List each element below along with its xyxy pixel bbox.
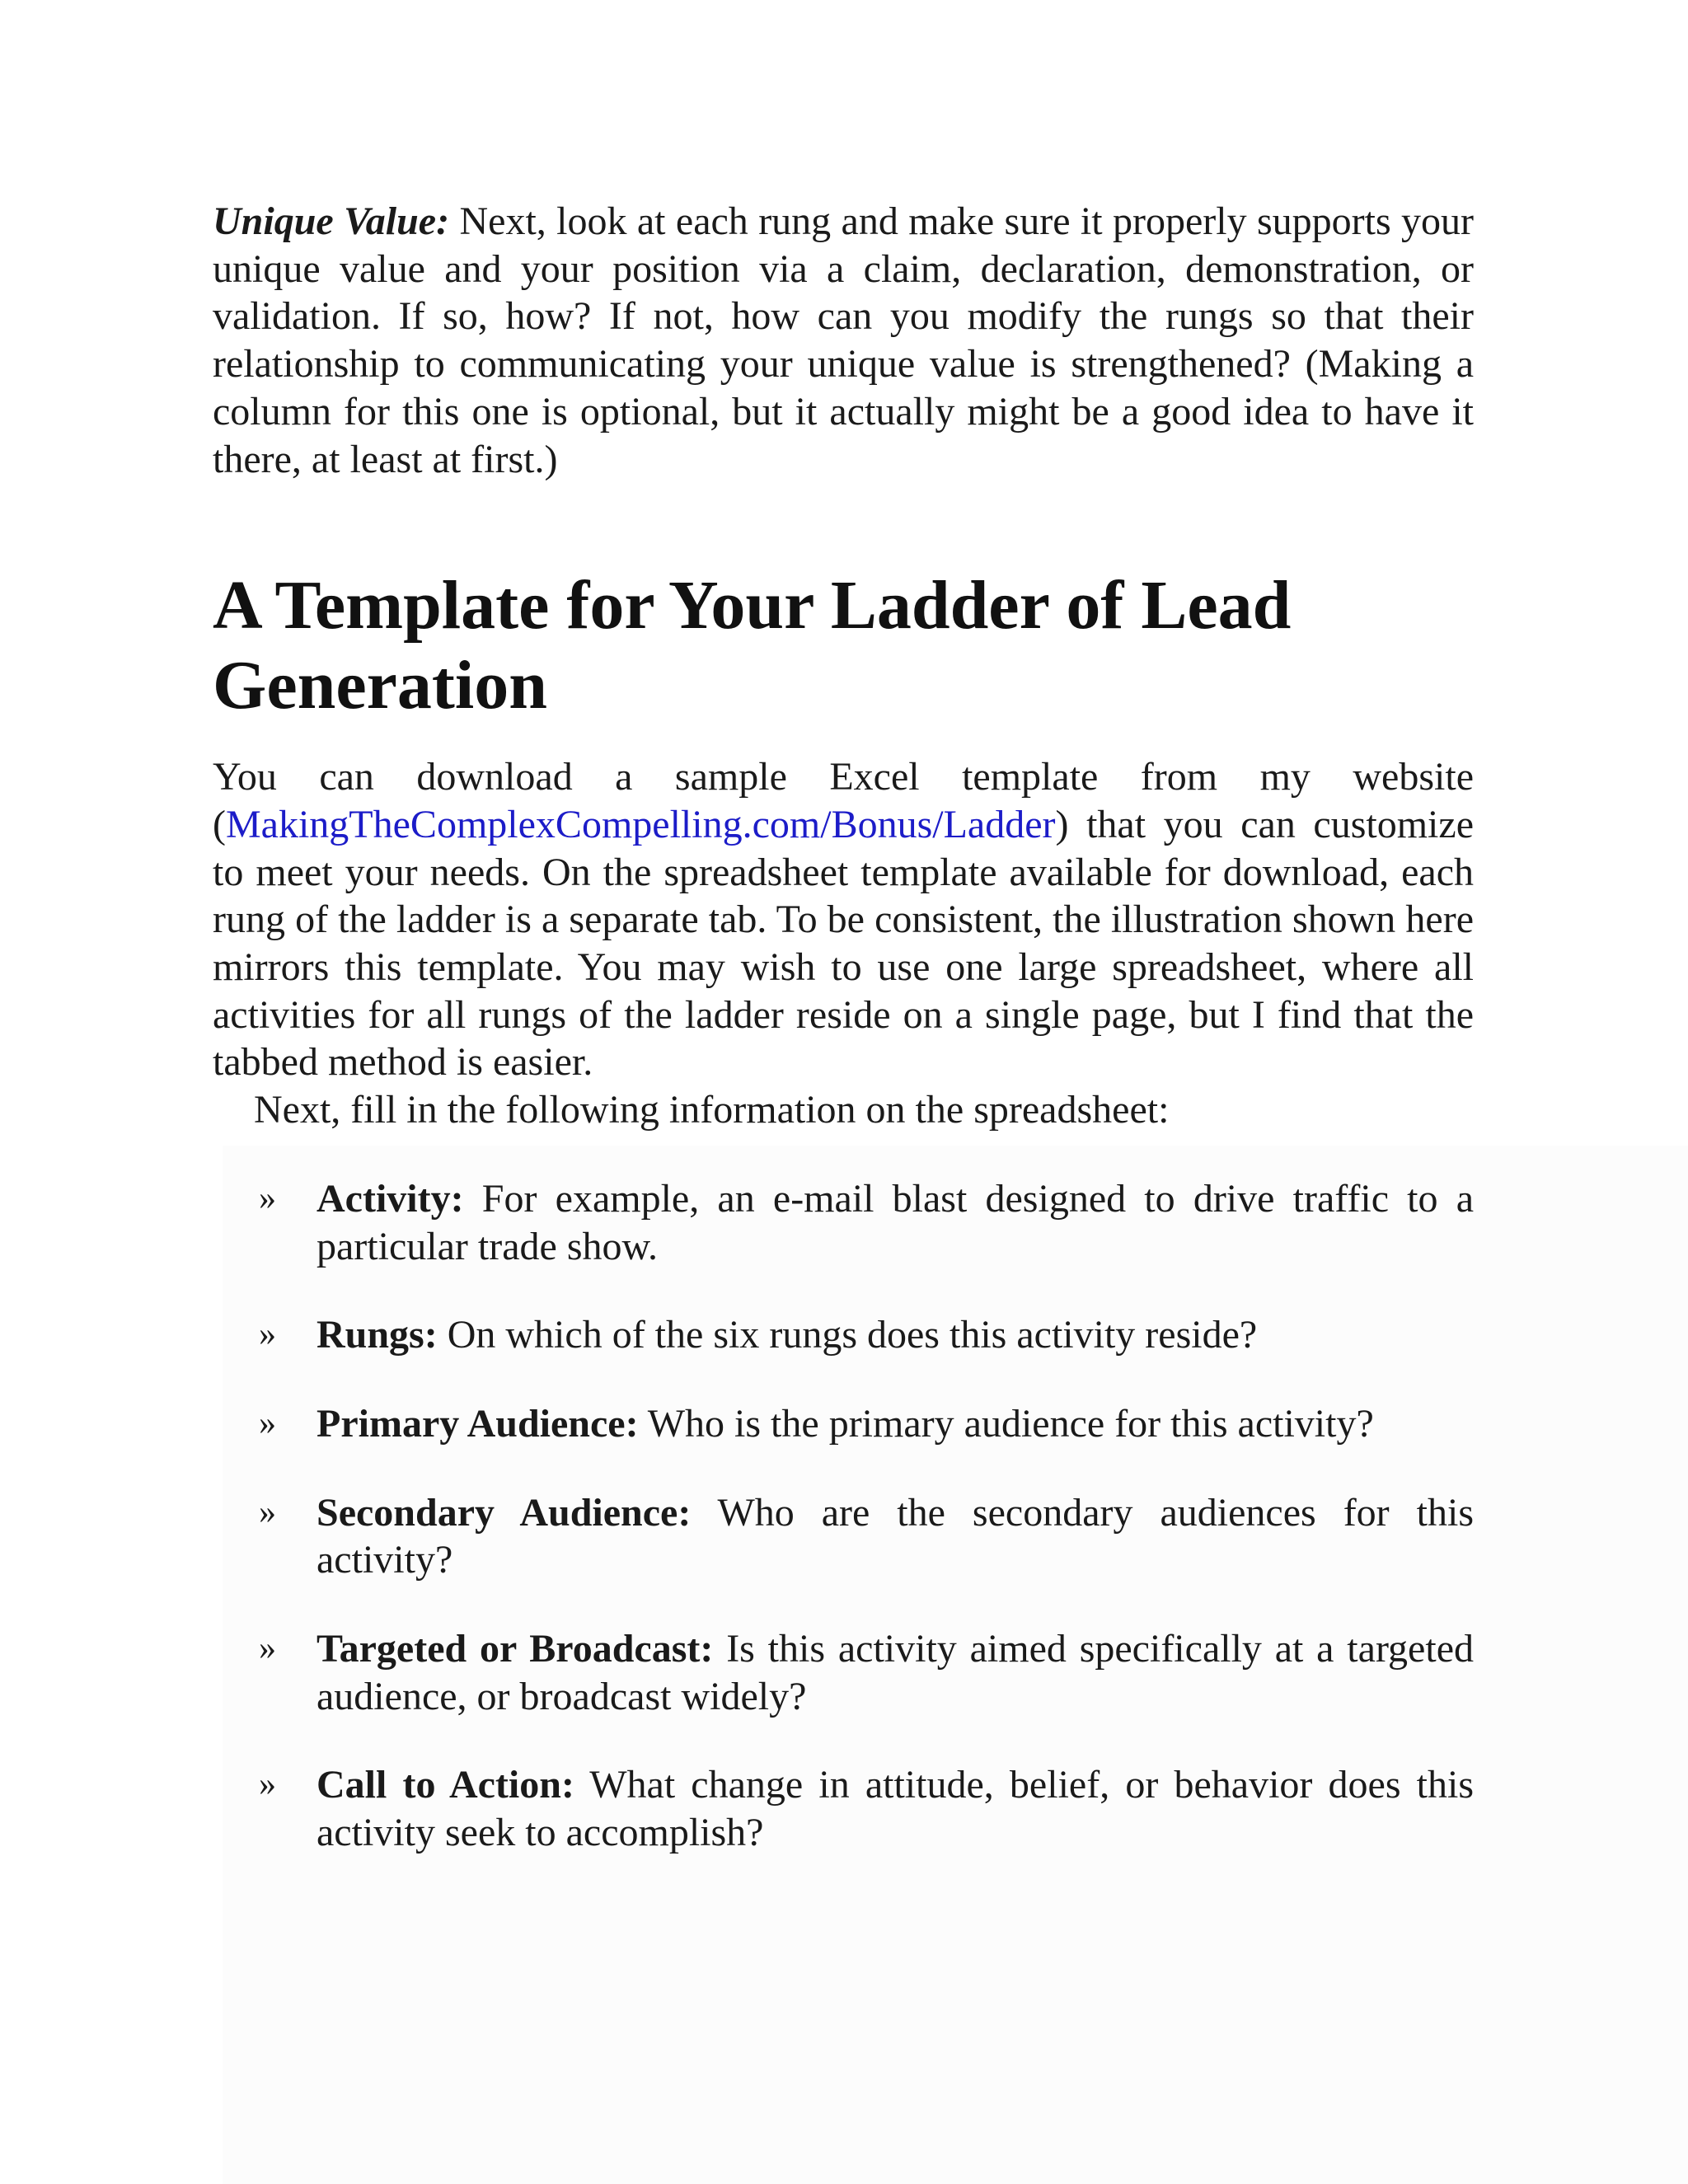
- list-item-text: Is this activity aimed specifically at a targeted audience, or broadcast widely?: [316, 1627, 1474, 1718]
- list-item-text: What change in attitude, belief, or behavior does this activity seek to accomplish?: [316, 1763, 1475, 1855]
- unique-value-text: Next, look at each rung and make sure it properly supports your unique value and your position via a claim, declaration, demonstration, or validation. If so, how? If not, how can you modify the rungs so that their relationship to communicating your unique value is strengthened? (Making a column for this one is optional, but it actually might be a good idea to have it there, at least at first.): [213, 199, 1474, 481]
- list-item-term: Primary Audience:: [316, 1401, 639, 1446]
- list-item-term: Activity:: [316, 1176, 464, 1221]
- page-content: [213, 198, 1474, 1898]
- template-text-before-link: You can download a sample Excel template from my website (: [213, 755, 1474, 846]
- list-item-secondary-audience: [213, 1489, 1474, 1584]
- list-item-term: Rungs:: [316, 1313, 438, 1357]
- section-heading-line-2: Generation: [213, 647, 547, 724]
- bullet-marker-icon: »: [259, 1315, 276, 1354]
- bullet-marker-icon: »: [259, 1179, 276, 1217]
- unique-value-paragraph: [213, 198, 1474, 483]
- list-item-term: Secondary Audience:: [316, 1490, 692, 1535]
- list-item-activity: [213, 1175, 1474, 1270]
- list-item-term: Targeted or Broadcast:: [316, 1627, 714, 1671]
- unique-value-term: Unique Value:: [213, 199, 450, 243]
- bullet-marker-icon: »: [259, 1765, 276, 1804]
- template-text-after-link: ) that you can customize to meet your needs. On the spreadsheet template available for download, each rung of the ladder is a separate tab. To be consistent, the illustration shown here mirrors this template. You may wish to use one large spreadsheet, where all activities for all rungs of the ladder reside on a single page, but I find that the tabbed method is easier.: [213, 802, 1474, 1085]
- bullet-marker-icon: »: [259, 1493, 276, 1531]
- list-item-text: For example, an e-mail blast designed to drive traffic to a particular trade show.: [316, 1176, 1474, 1268]
- bullet-marker-icon: »: [259, 1629, 276, 1668]
- list-item-term: Call to Action:: [316, 1763, 574, 1807]
- list-item-text: Who is the primary audience for this activity?: [638, 1401, 1374, 1446]
- list-item-primary-audience: [213, 1400, 1474, 1448]
- section-heading-line-1: A Template for Your Ladder of Lead: [213, 567, 1292, 644]
- section-heading: [213, 565, 1474, 725]
- list-item-targeted-or-broadcast: [213, 1625, 1474, 1720]
- bullet-marker-icon: »: [259, 1404, 276, 1442]
- list-item-rungs: [213, 1311, 1474, 1359]
- information-list: [213, 1175, 1474, 1857]
- next-instruction: Next, fill in the following information on the spreadsheet:: [254, 1088, 1170, 1132]
- template-paragraph: [213, 753, 1474, 1086]
- website-link[interactable]: MakingTheComplexCompelling.com/Bonus/Ladder: [225, 802, 1056, 846]
- list-item-text: On which of the six rungs does this activity reside?: [437, 1313, 1258, 1357]
- list-item-call-to-action: [213, 1761, 1474, 1856]
- list-item-text: Who are the secondary audiences for this activity?: [316, 1490, 1474, 1582]
